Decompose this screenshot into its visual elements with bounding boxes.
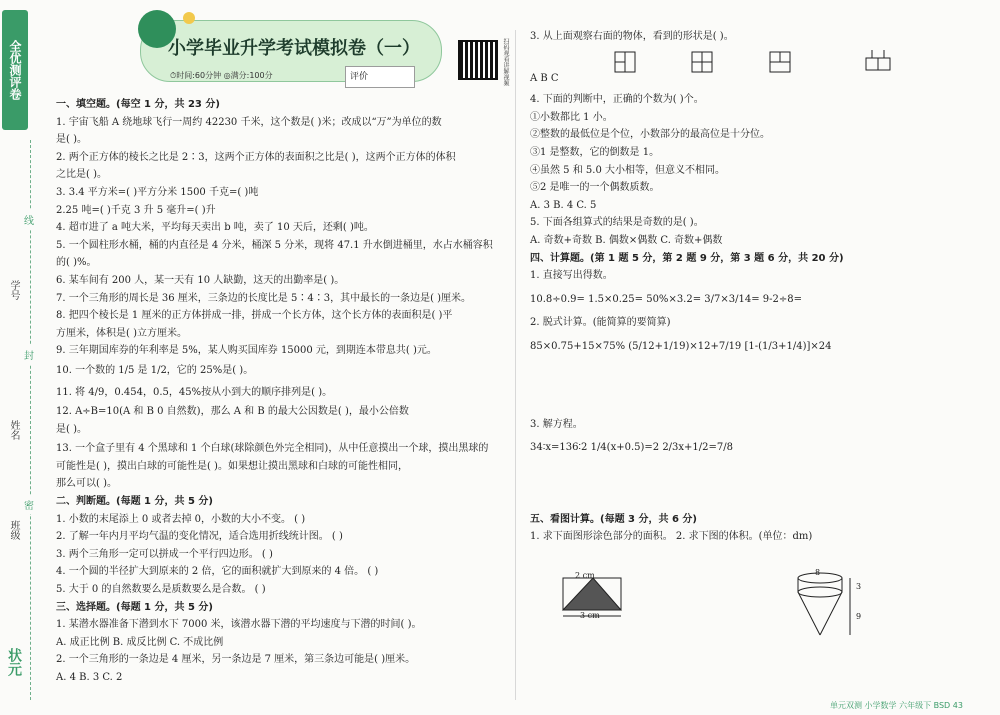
question-line: ②整数的最低位是个位，小数部分的最高位是十分位。 — [530, 129, 770, 141]
question-line: 可能性是( )，摸出白球的可能性是( )。如果想让摸出黑球和白球的可能性相同， — [56, 460, 408, 472]
view-options-figure — [610, 50, 910, 80]
question-line: 2. 一个三角形的一条边是 4 厘米，另一条边是 7 厘米，第三条边可能是( )厘米。 — [56, 654, 416, 666]
question-line: 34∶x=136∶2 1/4(x+0.5)=2 2/3x+1/2=7/8 — [530, 442, 733, 454]
section-heading: 二、判断题。(每题 1 分，共 5 分) — [56, 496, 213, 508]
dimension-label: 3 cm — [580, 611, 600, 620]
question-line: 4. 一个圆的半径扩大到原来的 2 倍，它的面积就扩大到原来的 4 倍。 ( ) — [56, 566, 379, 578]
question-line: 1. 求下面图形涂色部分的面积。 2. 求下图的体积。(单位：dm) — [530, 531, 813, 543]
brand-logo: 状元 — [6, 648, 22, 676]
decor-dot-icon — [183, 12, 195, 24]
name-label: 姓名 — [8, 420, 19, 440]
question-line: 6. 某车间有 200 人，某一天有 10 人缺勤，这天的出勤率是( )。 — [56, 274, 345, 286]
cube-object-shape — [866, 58, 878, 70]
question-line: 1. 宇宙飞船 A 绕地球飞行一周约 42230 千米，这个数是( )米；改成以“万”为单位的数 — [56, 116, 442, 128]
question-line: 11. 将 4/9，0.454，0.5，45%按从小到大的顺序排列是( )。 — [56, 386, 333, 398]
question-line: 10.8÷0.9= 1.5×0.25= 50%×3.2= 3/7×3/14= 9-2÷8= — [530, 293, 802, 305]
time-score-info: ⏱时间:60分钟 ◎满分:100分 — [170, 71, 273, 80]
question-line: 是( )。 — [56, 423, 87, 435]
question-line: 85×0.75+15×75% (5/12+1/19)×12+7/19 [1-(1/3+1/4)]×24 — [530, 340, 832, 352]
section-heading: 一、填空题。(每空 1 分，共 23 分) — [56, 99, 220, 110]
seal-word: 封 — [24, 345, 34, 364]
question-line: 1. 直接写出得数。 — [530, 270, 613, 282]
seal-word: 密 — [24, 495, 34, 514]
question-line: 2. 脱式计算。(能简算的要简算) — [530, 317, 671, 329]
qr-caption: 扫码观看讲解视频 — [502, 38, 509, 86]
section-heading: 五、看图计算。(每题 3 分，共 6 分) — [530, 513, 697, 525]
page-title: 小学毕业升学考试模拟卷（一） — [168, 38, 420, 59]
right-column — [530, 28, 990, 546]
student-id-label: 学号 — [8, 280, 19, 300]
evaluation-box: 评价 — [345, 66, 415, 88]
binding-margin — [0, 0, 48, 715]
question-line: 3. 从上面观察右面的物体，看到的形状是( )。 — [530, 31, 734, 42]
question-line: 3. 两个三角形一定可以拼成一个平行四边形。 ( ) — [56, 548, 273, 560]
series-tab: 全优测评卷 — [2, 10, 28, 130]
question-line: 方厘米，体积是( )立方厘米。 — [56, 327, 187, 339]
class-label: 班级 — [8, 520, 19, 540]
question-line: 2. 了解一年内月平均气温的变化情况，适合选用折线统计图。 ( ) — [56, 531, 343, 543]
question-line: ③1 是整数，它的倒数是 1。 — [530, 146, 660, 158]
question-line: 是( )。 — [56, 134, 87, 146]
qr-code-icon — [458, 40, 498, 80]
dimension-label: 2 cm — [575, 571, 595, 580]
question-line: ⑤2 是唯一的一个偶数质数。 — [530, 182, 660, 194]
question-line: 8. 把四个棱长是 1 厘米的正方体拼成一排，拼成一个长方体，这个长方体的表面积是( )平 — [56, 310, 453, 322]
question-line: ④虽然 5 和 5.0 大小相等，但意义不相同。 — [530, 164, 725, 176]
question-line: 10. 一个数的 1/5 是 1/2，它的 25%是( )。 — [56, 364, 254, 376]
section-heading: 三、选择题。(每题 1 分，共 5 分) — [56, 601, 213, 613]
question-line: 之比是( )。 — [56, 169, 107, 181]
question-line: 2. 两个正方体的棱长之比是 2∶3，这两个正方体的表面积之比是( )，这两个正方体的体积 — [56, 151, 456, 163]
question-line: 5. 下面各组算式的结果是奇数的是( )。 — [530, 217, 704, 229]
question-line: 2.25 吨=( )千克 3 升 5 毫升=( )升 — [56, 204, 216, 216]
question-line: 7. 一个三角形的周长是 36 厘米，三条边的长度比是 5∶4∶3，其中最长的一条边是( )厘米。 — [56, 292, 472, 304]
question-line: A. 3 B. 4 C. 5 — [530, 199, 597, 211]
dimension-label: 9 — [856, 612, 862, 621]
question-line: 3. 解方程。 — [530, 418, 583, 430]
question-line: 3. 3.4 平方米=( )平方分米 1500 千克=( )吨 — [56, 186, 259, 198]
seal-word: 线 — [24, 210, 34, 229]
question-line: 5. 大于 0 的自然数要么是质数要么是合数。 ( ) — [56, 584, 266, 596]
question-line: 9. 三年期国库券的年利率是 5%，某人购买国库券 15000 元，到期连本带息共( )元。 — [56, 345, 437, 357]
dimension-label: 3 — [856, 582, 862, 591]
question-line: A. 4 B. 3 C. 2 — [56, 672, 123, 683]
question-line: 13. 一个盒子里有 4 个黑球和 1 个白球(球除颜色外完全相同)，从中任意摸出一个球，摸出黑球的 — [56, 443, 489, 455]
page-footer: 单元双测 小学数学 六年级下 BSD 43 — [830, 701, 963, 710]
question-line: A B C — [530, 72, 559, 84]
question-line: ①小数都比 1 小。 — [530, 111, 613, 123]
question-line: 4. 下面的判断中，正确的个数为( )个。 — [530, 94, 704, 106]
question-line: 4. 超市进了 a 吨大米，平均每天卖出 b 吨，卖了 10 天后，还剩( )吨。 — [56, 222, 374, 234]
question-line: 1. 某潜水器准备下潜到水下 7000 米，该潜水器下潜的平均速度与下潜的时间( )。 — [56, 619, 422, 631]
column-divider — [515, 30, 516, 700]
section-heading: 四、计算题。(第 1 题 5 分，第 2 题 9 分，第 3 题 6 分，共 20 分) — [530, 252, 844, 264]
question-line: 的( )%。 — [56, 257, 97, 269]
question-line: 那么可以( )。 — [56, 478, 117, 490]
cone-cylinder-figure — [790, 570, 860, 645]
question-line: 5. 一个圆柱形水桶，桶的内直径是 4 分米，桶深 5 分米，现将 47.1 升水倒进桶里，水占水桶容积 — [56, 239, 493, 251]
question-line: 12. A÷B=10(A 和 B 0 自然数)，那么 A 和 B 的最大公因数是( )，最小公倍数 — [56, 406, 409, 418]
left-column — [56, 96, 506, 687]
question-line: A. 成正比例 B. 成反比例 C. 不成比例 — [56, 636, 224, 648]
dimension-label: 8 — [815, 568, 821, 577]
question-line: A. 奇数+奇数 B. 偶数×偶数 C. 奇数+偶数 — [530, 234, 723, 246]
question-line: 1. 小数的末尾添上 0 或者去掉 0，小数的大小不变。 ( ) — [56, 513, 306, 525]
